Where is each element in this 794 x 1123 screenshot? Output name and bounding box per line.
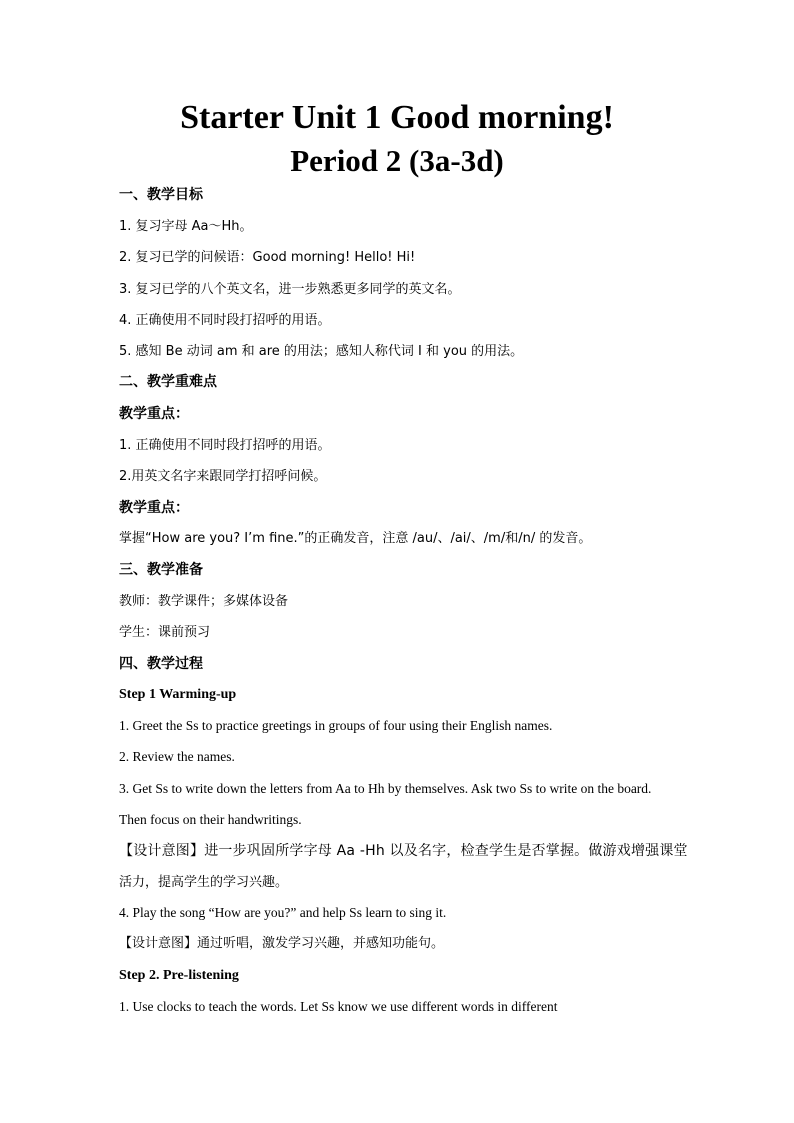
difficulty-label: 教学重点： xyxy=(119,500,189,516)
design-intent-continued: 活力，提高学生的学习兴趣。 xyxy=(119,875,289,890)
key-focus-item: 1. 正确使用不同时段打招呼的用语。 xyxy=(119,438,331,453)
design-intent: 【设计意图】进一步巩固所学字母 Aa -Hh 以及名字，检查学生是否掌握。做游戏增强课堂 xyxy=(119,843,688,859)
page-subtitle: Period 2 (3a-3d) xyxy=(290,143,504,178)
objectives-heading: 一、教学目标 xyxy=(119,187,203,203)
key-focus-item: 2.用英文名字来跟同学打招呼问候。 xyxy=(119,469,327,484)
objective-item: 2. 复习已学的问候语：Good morning! Hello! Hi! xyxy=(119,250,416,265)
prep-item: 学生：课前预习 xyxy=(119,625,211,640)
step1-item: 3. Get Ss to write down the letters from Aa to Hh by themselves. Ask two Ss to write on the board. xyxy=(119,781,652,796)
key-points-heading: 二、教学重难点 xyxy=(119,374,217,390)
objective-item: 3. 复习已学的八个英文名，进一步熟悉更多同学的英文名。 xyxy=(119,282,461,297)
page-title: Starter Unit 1 Good morning! xyxy=(180,99,614,136)
step1-heading: Step 1 Warming-up xyxy=(119,687,237,702)
prep-item: 教师：教学课件；多媒体设备 xyxy=(119,594,289,609)
prep-heading: 三、教学准备 xyxy=(119,562,203,578)
objective-item: 1. 复习字母 Aa～Hh。 xyxy=(119,219,253,234)
difficulty-text: 掌握“How are you? I’m fine.”的正确发音，注意 /au/、/ai/、/m/和/n/ 的发音。 xyxy=(119,531,592,546)
step2-heading: Step 2. Pre-listening xyxy=(119,968,239,983)
step2-item: 1. Use clocks to teach the words. Let Ss know we use different words in different xyxy=(119,999,558,1014)
process-heading: 四、教学过程 xyxy=(119,656,203,672)
objective-item: 5. 感知 Be 动词 am 和 are 的用法；感知人称代词 I 和 you 的用法。 xyxy=(119,344,524,359)
step1-item: 4. Play the song “How are you?” and help Ss learn to sing it. xyxy=(119,905,447,920)
design-intent: 【设计意图】通过听唱，激发学习兴趣，并感知功能句。 xyxy=(119,936,445,951)
step1-item: 2. Review the names. xyxy=(119,749,235,764)
step1-item: 1. Greet the Ss to practice greetings in groups of four using their English names. xyxy=(119,718,553,733)
key-focus-label: 教学重点： xyxy=(119,406,189,422)
objective-item: 4. 正确使用不同时段打招呼的用语。 xyxy=(119,313,331,328)
step1-item: Then focus on their handwritings. xyxy=(119,812,302,827)
